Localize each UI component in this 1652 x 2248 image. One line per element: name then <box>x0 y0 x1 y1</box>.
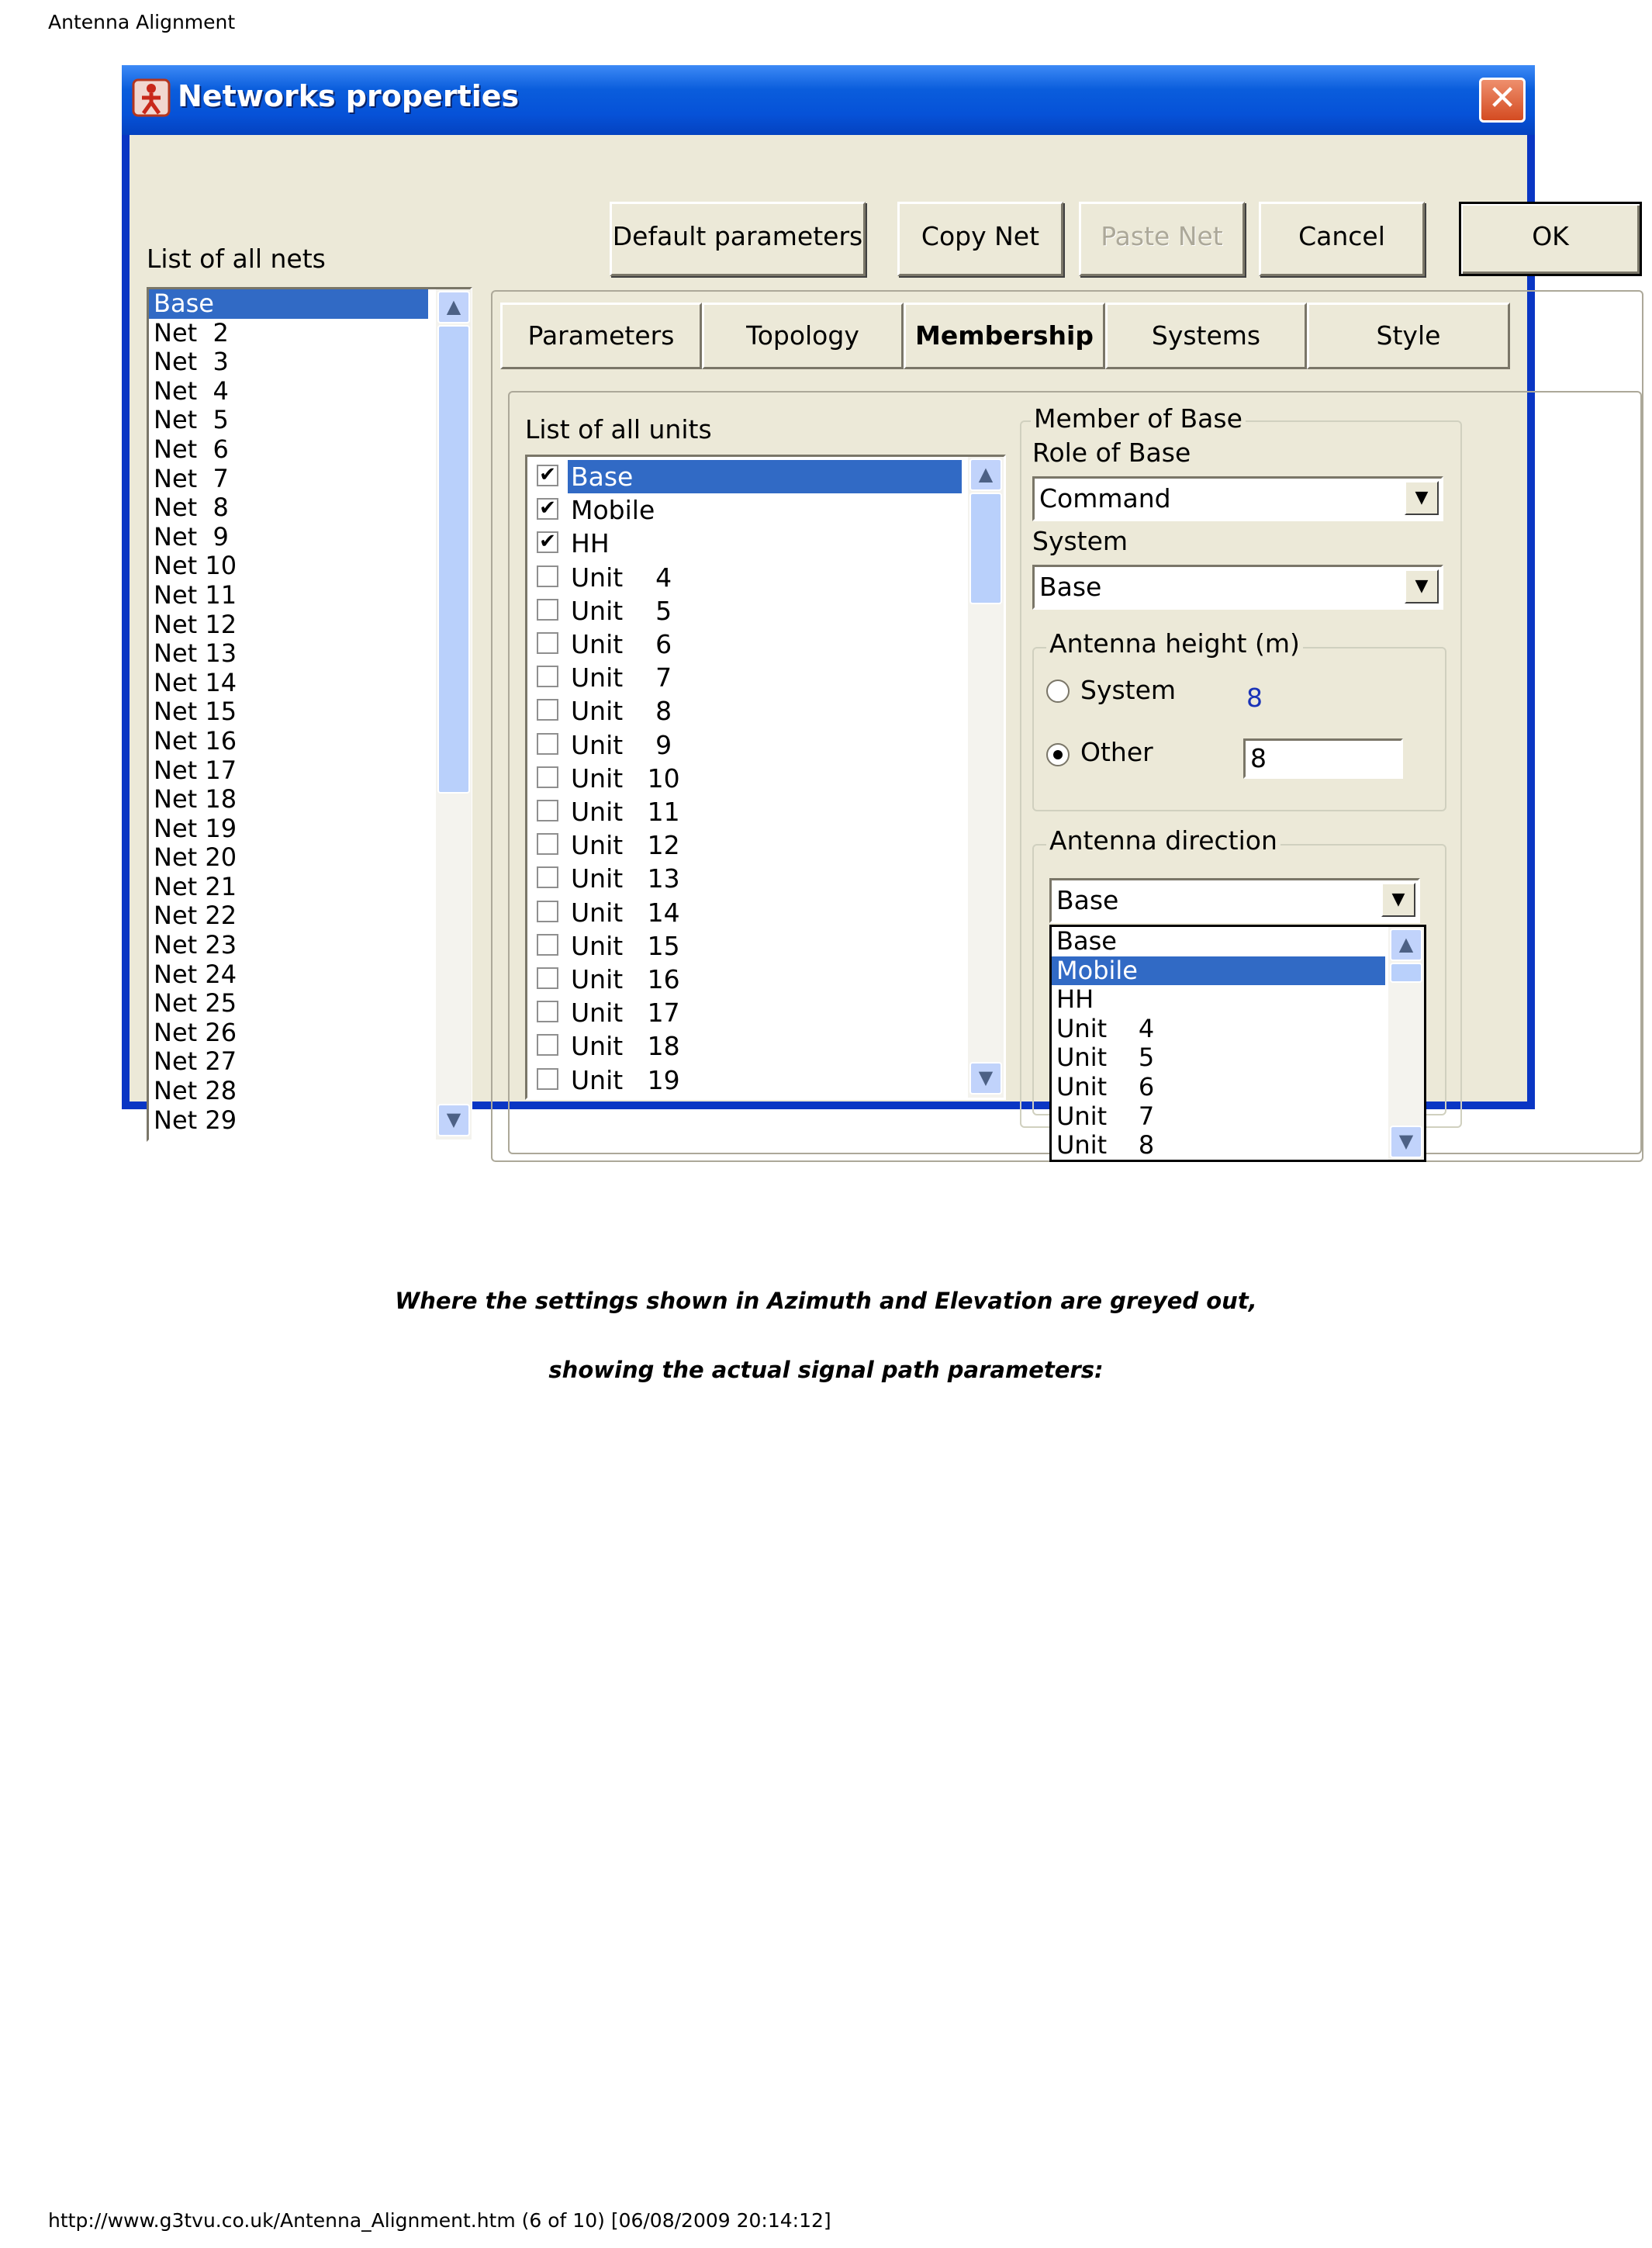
net-list-item[interactable]: Net 27 <box>154 1046 237 1077</box>
nets-scrollbar[interactable] <box>436 289 472 1140</box>
net-list-item[interactable]: Base <box>149 289 428 319</box>
unit-label: Unit 13 <box>571 863 680 894</box>
checked-checkbox[interactable]: ✔ <box>537 498 558 520</box>
unit-list-item[interactable] <box>534 561 968 594</box>
system-label: System <box>1032 526 1128 556</box>
tab-membership[interactable]: Membership <box>904 303 1105 369</box>
net-list-item[interactable]: Net 3 <box>154 347 229 377</box>
net-list-item[interactable]: Net 10 <box>154 551 237 581</box>
net-list-item[interactable]: Net 28 <box>154 1076 237 1106</box>
unit-label: Unit 6 <box>571 629 672 659</box>
net-list-item[interactable]: Net 22 <box>154 901 237 931</box>
net-list-item[interactable]: Net 12 <box>154 609 237 639</box>
unit-label: Unit 11 <box>571 797 680 827</box>
net-list-item[interactable]: Net 19 <box>154 813 237 843</box>
tab-parameters[interactable]: Parameters <box>500 303 702 369</box>
unchecked-checkbox[interactable] <box>537 800 558 821</box>
unchecked-checkbox[interactable] <box>537 1068 558 1090</box>
scroll-thumb[interactable] <box>1390 963 1422 983</box>
net-list-item[interactable]: Net 8 <box>154 493 229 523</box>
unit-list-item[interactable] <box>534 1029 968 1063</box>
unit-label: Unit 17 <box>571 998 680 1029</box>
net-list-item[interactable]: Net 21 <box>154 871 237 901</box>
unit-label: Unit 7 <box>571 662 672 693</box>
dropdown-option[interactable]: Unit 8 <box>1056 1130 1155 1160</box>
unit-list-item[interactable] <box>534 493 968 527</box>
system-height-label: System <box>1080 675 1177 705</box>
net-list-item[interactable]: Net 11 <box>154 579 237 610</box>
cancel-button[interactable]: Cancel <box>1259 202 1425 276</box>
scroll-up-icon[interactable]: ▲ <box>437 291 470 323</box>
unchecked-checkbox[interactable] <box>537 1034 558 1056</box>
antenna-height-group <box>1032 647 1446 811</box>
unchecked-checkbox[interactable] <box>537 1001 558 1022</box>
caption-line-2: showing the actual signal path parameters: <box>548 1357 1104 1383</box>
net-list-item[interactable]: Net 18 <box>154 784 237 814</box>
unit-list-item[interactable] <box>534 460 968 493</box>
net-list-item[interactable]: Net 23 <box>154 930 237 960</box>
dropdown-option[interactable]: Base <box>1056 926 1117 956</box>
tab-style[interactable]: Style <box>1307 303 1510 369</box>
unchecked-checkbox[interactable] <box>537 833 558 855</box>
document-header: Antenna Alignment <box>48 11 236 33</box>
units-listbox[interactable] <box>525 455 1006 1100</box>
unit-label: HH <box>571 528 610 559</box>
title-bar[interactable] <box>122 65 1535 135</box>
unit-list-item[interactable] <box>534 896 968 929</box>
net-list-item[interactable]: Net 2 <box>154 317 229 348</box>
app-icon <box>133 79 170 116</box>
units-scrollbar[interactable] <box>968 457 1004 1098</box>
dropdown-option[interactable]: Unit 6 <box>1056 1071 1155 1102</box>
unit-label: Unit 9 <box>571 729 672 760</box>
close-button[interactable]: ✕ <box>1479 78 1526 123</box>
unchecked-checkbox[interactable] <box>537 967 558 989</box>
unit-list-item[interactable] <box>534 728 968 762</box>
net-list-item[interactable]: Net 14 <box>154 667 237 697</box>
nets-list-label: List of all nets <box>147 244 326 274</box>
antenna-direction-dropdown[interactable] <box>1049 925 1426 1162</box>
net-list-item[interactable]: Net 4 <box>154 375 229 406</box>
unchecked-checkbox[interactable] <box>537 666 558 687</box>
dialog-client-area <box>130 135 1569 1160</box>
unchecked-checkbox[interactable] <box>537 901 558 922</box>
antenna-direction-value: Base <box>1056 885 1119 915</box>
antenna-height-title: Antenna height (m) <box>1046 628 1303 659</box>
net-list-item[interactable]: Net 17 <box>154 755 237 785</box>
units-list-label: List of all units <box>525 414 712 444</box>
other-height-label: Other <box>1080 737 1153 767</box>
ok-button[interactable]: OK <box>1459 202 1642 276</box>
unchecked-checkbox[interactable] <box>537 632 558 654</box>
unit-list-item[interactable] <box>534 963 968 996</box>
net-list-item[interactable]: Net 6 <box>154 434 229 464</box>
unit-list-item[interactable] <box>534 628 968 661</box>
checked-checkbox[interactable]: ✔ <box>537 531 558 553</box>
dropdown-options <box>1052 927 1424 1160</box>
other-height-radio[interactable] <box>1046 743 1070 766</box>
scroll-down-icon[interactable]: ▼ <box>1390 1126 1422 1158</box>
unit-label: Unit 14 <box>571 897 680 928</box>
unit-list-item[interactable] <box>534 795 968 828</box>
default-parameters-button[interactable]: Default parameters <box>610 202 866 276</box>
scroll-down-icon[interactable]: ▼ <box>969 1062 1002 1095</box>
unit-label: Unit 15 <box>571 930 680 961</box>
system-combobox[interactable] <box>1032 565 1443 610</box>
dropdown-option[interactable]: HH <box>1056 984 1094 1015</box>
net-list-item[interactable]: Net 20 <box>154 842 237 873</box>
unchecked-checkbox[interactable] <box>537 699 558 721</box>
unit-label: Unit 10 <box>571 763 680 794</box>
system-value: Base <box>1039 572 1102 602</box>
unit-label: Unit 19 <box>571 1064 680 1095</box>
unit-list-item[interactable] <box>534 996 968 1029</box>
unit-label: Unit 5 <box>571 595 672 626</box>
networks-properties-dialog <box>122 65 1569 1160</box>
unit-label: Base <box>568 460 962 493</box>
unit-list-item[interactable] <box>534 762 968 795</box>
unit-list-item[interactable] <box>534 694 968 728</box>
unit-list-item[interactable] <box>534 661 968 694</box>
copy-net-button[interactable]: Copy Net <box>897 202 1063 276</box>
unchecked-checkbox[interactable] <box>537 599 558 621</box>
member-of-group-title: Member of Base <box>1031 403 1246 434</box>
system-height-value: 8 <box>1246 683 1263 713</box>
scroll-thumb[interactable] <box>437 325 470 794</box>
chevron-down-icon[interactable]: ▼ <box>1405 481 1439 515</box>
checked-checkbox[interactable]: ✔ <box>537 465 558 486</box>
nets-listbox[interactable] <box>147 287 472 1142</box>
caption-line-1: Where the settings shown in Azimuth and Elevation are greyed out, <box>395 1288 1257 1314</box>
dropdown-option[interactable]: Unit 7 <box>1056 1101 1155 1131</box>
unchecked-checkbox[interactable] <box>537 934 558 956</box>
unit-list-item[interactable] <box>534 527 968 560</box>
radio-selected-dot <box>1053 750 1063 759</box>
role-combobox[interactable] <box>1032 476 1443 521</box>
unchecked-checkbox[interactable] <box>537 866 558 888</box>
unchecked-checkbox[interactable] <box>537 565 558 587</box>
unit-list-item[interactable] <box>534 594 968 628</box>
net-list-item[interactable]: Net 16 <box>154 725 237 756</box>
unit-list-item[interactable] <box>534 929 968 963</box>
dialog-title: Networks properties <box>178 79 520 113</box>
unit-label: Unit 18 <box>571 1031 680 1062</box>
scroll-down-icon[interactable]: ▼ <box>437 1104 470 1136</box>
paste-net-button[interactable]: Paste Net <box>1079 202 1245 276</box>
system-height-radio[interactable] <box>1046 680 1070 703</box>
unit-label: Mobile <box>571 495 655 526</box>
other-height-value: 8 <box>1250 743 1267 773</box>
net-list-item[interactable]: Net 5 <box>154 405 229 435</box>
unit-list-item[interactable] <box>534 1063 968 1097</box>
document-footer: http://www.g3tvu.co.uk/Antenna_Alignment.htm (6 of 10) [06/08/2009 20:14:12] <box>48 2209 831 2232</box>
net-list-item[interactable]: Net 29 <box>154 1105 237 1135</box>
tab-topology[interactable]: Topology <box>702 303 904 369</box>
net-list-item[interactable]: Net 9 <box>154 521 229 552</box>
unchecked-checkbox[interactable] <box>537 766 558 788</box>
dropdown-option[interactable]: Unit 4 <box>1056 1013 1155 1043</box>
net-list-item[interactable]: Net 26 <box>154 1017 237 1047</box>
scroll-thumb[interactable] <box>969 493 1002 604</box>
net-list-item[interactable]: Net 7 <box>154 463 229 493</box>
net-list-item[interactable]: Net 13 <box>154 638 237 669</box>
unit-list-item[interactable] <box>534 828 968 862</box>
unit-list-item[interactable] <box>534 862 968 895</box>
nets-list-rows <box>149 289 428 1135</box>
unit-label: Unit 4 <box>571 562 672 593</box>
dropdown-option[interactable]: Unit 5 <box>1056 1043 1155 1073</box>
scroll-up-icon[interactable]: ▲ <box>969 458 1002 491</box>
dropdown-scrollbar[interactable] <box>1388 927 1424 1160</box>
other-height-input[interactable] <box>1243 738 1403 779</box>
role-value: Command <box>1039 483 1171 514</box>
chevron-down-icon[interactable]: ▼ <box>1405 569 1439 604</box>
net-list-item[interactable]: Net 15 <box>154 697 237 727</box>
unchecked-checkbox[interactable] <box>537 733 558 755</box>
role-label: Role of Base <box>1032 437 1191 468</box>
dropdown-option[interactable]: Mobile <box>1052 956 1385 986</box>
antenna-direction-combobox[interactable] <box>1049 878 1420 923</box>
unit-label: Unit 12 <box>571 830 680 861</box>
unit-label: Unit 16 <box>571 964 680 994</box>
tab-systems[interactable]: Systems <box>1105 303 1307 369</box>
scroll-up-icon[interactable]: ▲ <box>1390 929 1422 961</box>
net-list-item[interactable]: Net 24 <box>154 959 237 989</box>
chevron-down-icon[interactable]: ▼ <box>1381 883 1415 917</box>
net-list-item[interactable]: Net 25 <box>154 988 237 1019</box>
unit-label: Unit 8 <box>571 696 672 727</box>
antenna-direction-title: Antenna direction <box>1046 825 1280 856</box>
